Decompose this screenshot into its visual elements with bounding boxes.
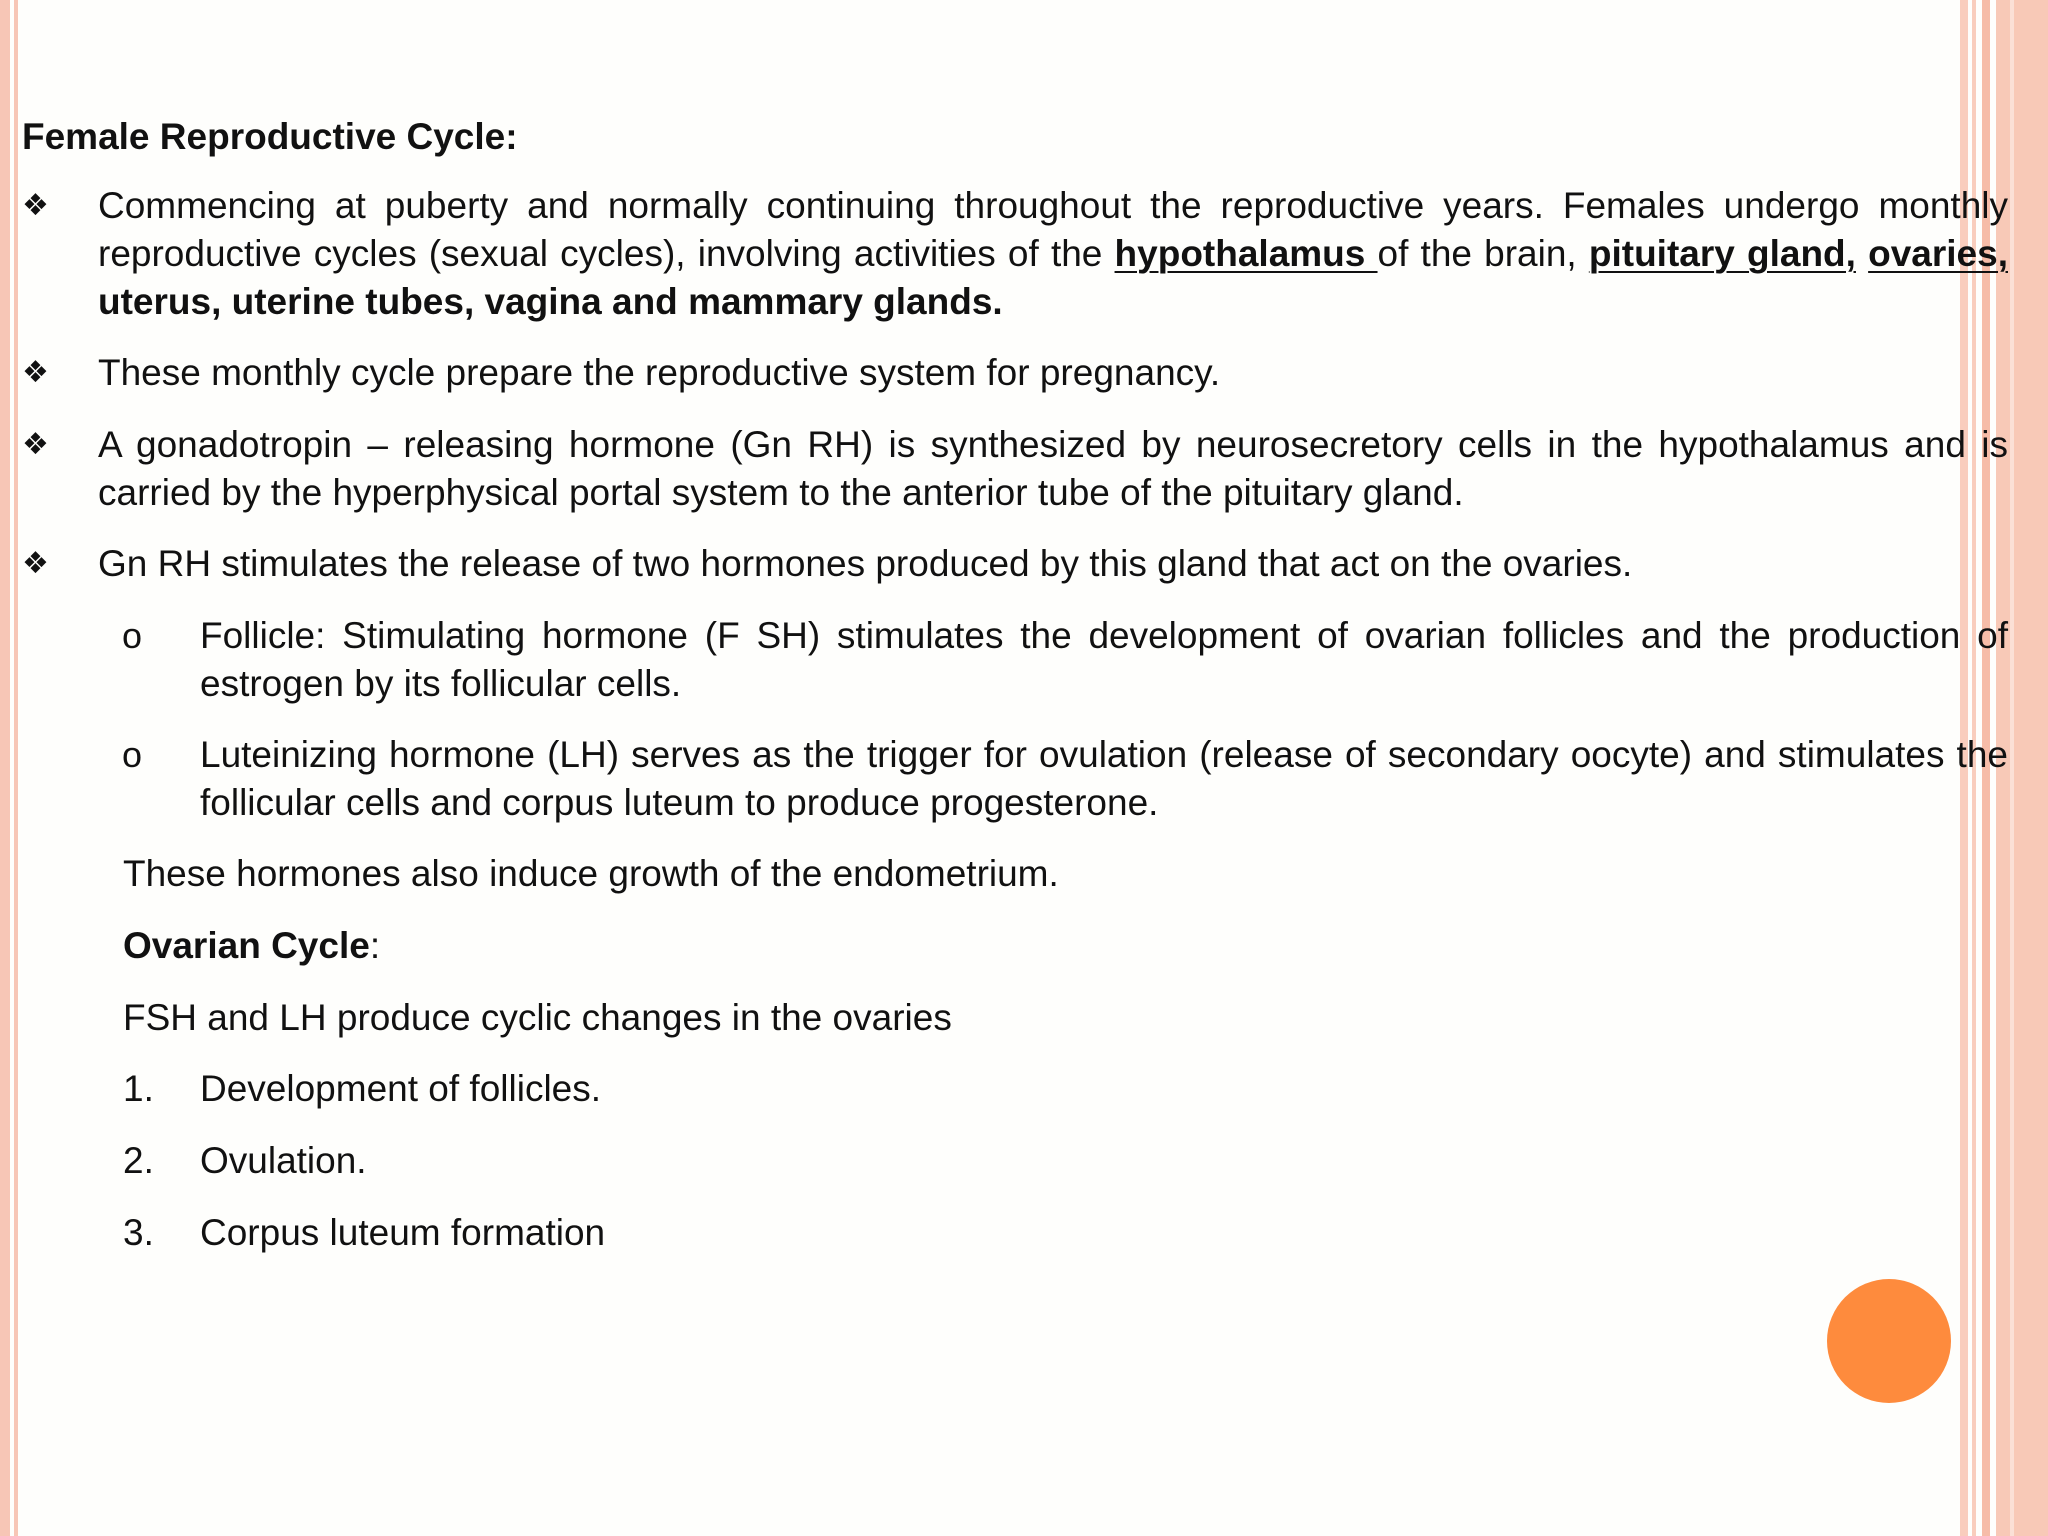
bullet-text: of the brain,	[1377, 233, 1589, 274]
list-item-ovulation: Ovulation.	[200, 1140, 367, 1181]
bullet-icon: ❖	[22, 355, 49, 390]
term-organs: uterus, uterine tubes, vagina and mammary glands.	[98, 281, 1003, 322]
bullet-icon: ❖	[22, 188, 49, 223]
left-border-stripe-thin	[14, 0, 18, 1536]
list-number: 1.	[123, 1068, 154, 1109]
ovarian-heading-text: Ovarian Cycle	[123, 925, 370, 966]
slide-title: Female Reproductive Cycle:	[22, 116, 518, 157]
sub-bullet-marker: o	[122, 615, 143, 656]
sub-bullet-marker: o	[122, 734, 143, 775]
term-ovaries: ovaries,	[1868, 233, 2008, 274]
term-hypothalamus: hypothalamus	[1114, 233, 1378, 274]
ovarian-heading-colon: :	[369, 925, 381, 966]
bullet-paragraph-1	[98, 182, 2008, 326]
list-item-corpus-luteum: Corpus luteum formation	[200, 1212, 606, 1253]
sub-item-lh: Luteinizing hormone (LH) serves as the trigger for ovulation (release of secondary oocyte) and stimulates the follicular cells and corpus luteum to produce progesterone.	[200, 734, 2008, 823]
bullet-paragraph-3: A gonadotropin – releasing hormone (Gn RH) is synthesized by neurosecretory cells in the hypothalamus and is carried by the hyperphysical portal system to the anterior tube of the pituitary gland.	[98, 424, 2008, 513]
list-number: 2.	[123, 1140, 154, 1181]
term-pituitary-gland: pituitary gland,	[1588, 233, 1856, 274]
endometrium-note: These hormones also induce growth of the endometrium.	[123, 853, 1059, 894]
decorative-orange-circle	[1827, 1279, 1951, 1403]
left-border-stripe	[0, 0, 10, 1536]
ovarian-intro: FSH and LH produce cyclic changes in the ovaries	[123, 997, 952, 1038]
ovarian-cycle-heading	[123, 922, 1923, 970]
list-item-development-of-follicles: Development of follicles.	[200, 1068, 602, 1109]
list-number: 3.	[123, 1212, 154, 1253]
bullet-icon: ❖	[22, 427, 49, 462]
sub-item-fsh: Follicle: Stimulating hormone (F SH) stimulates the development of ovarian follicles and the production of estrogen by its follicular cells.	[200, 615, 2008, 704]
bullet-paragraph-2: These monthly cycle prepare the reproductive system for pregnancy.	[98, 352, 1221, 393]
bullet-text: Commencing at puberty and normally continuing throughout the reproductive years. Females undergo monthly reproductive cycles (sexual cycles), involving activities of the	[98, 185, 2008, 274]
bullet-paragraph-4: Gn RH stimulates the release of two hormones produced by this gland that act on the ovaries.	[98, 543, 1633, 584]
bullet-icon: ❖	[22, 546, 49, 581]
